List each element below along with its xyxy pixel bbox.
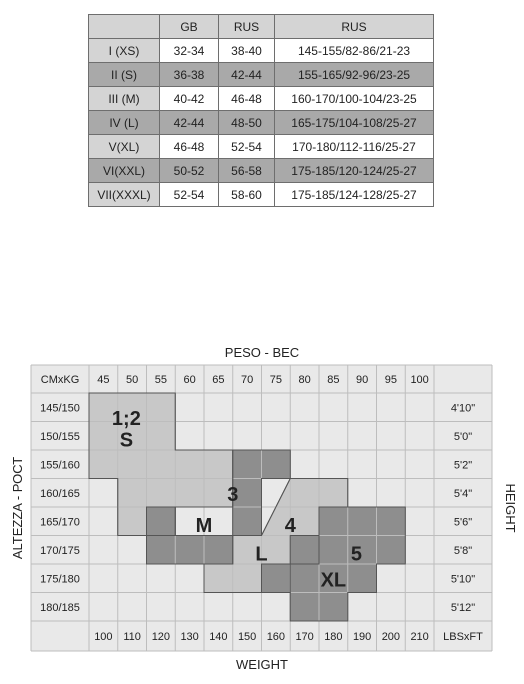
lbs-label: 130 (180, 631, 199, 643)
zone-letter: L (255, 543, 268, 566)
gb-cell: 42-44 (160, 111, 219, 135)
lbs-label: 110 (123, 631, 141, 643)
size-cell: V(XL) (89, 135, 160, 159)
rus-cell: 52-54 (219, 135, 275, 159)
rus-cell: 38-40 (219, 39, 275, 63)
size-cell: VII(XXXL) (89, 183, 160, 207)
measures-cell: 170-180/112-116/25-27 (275, 135, 434, 159)
lbs-label: 180 (324, 631, 343, 643)
ft-label: 4'10" (450, 402, 476, 415)
bottom-title: WEIGHT (236, 657, 288, 672)
zone-number: 3 (227, 483, 239, 506)
zone-number: 1;2 (111, 408, 141, 431)
rus-cell: 42-44 (219, 63, 275, 87)
size-cell: VI(XXL) (89, 159, 160, 183)
measures-cell: 175-185/120-124/25-27 (275, 159, 434, 183)
lbs-label: 170 (295, 631, 314, 643)
ft-label: 5'12" (450, 601, 476, 614)
kg-label: 45 (97, 374, 110, 386)
kg-label: 95 (384, 374, 397, 386)
cm-label: 150/155 (40, 430, 80, 443)
zone-letter: S (119, 429, 134, 452)
kg-label: 75 (269, 374, 282, 386)
kg-label: 50 (126, 374, 139, 386)
cm-label: 175/180 (40, 573, 80, 586)
cm-label: 165/170 (40, 516, 80, 529)
ft-label: 5'2" (453, 459, 473, 472)
zone-number: 5 (350, 543, 362, 566)
zone-letter: XL (320, 569, 347, 592)
size-cell: III (M) (89, 87, 160, 111)
kg-label: 100 (410, 374, 429, 386)
rus-cell: 58-60 (219, 183, 275, 207)
measures-cell: 160-170/100-104/23-25 (275, 87, 434, 111)
measures-cell: 155-165/92-96/23-25 (275, 63, 434, 87)
kg-label: 70 (241, 374, 254, 386)
ft-label: 5'6" (453, 516, 473, 529)
gb-cell: 36-38 (160, 63, 219, 87)
header-rus-measures: RUS (275, 15, 434, 39)
lbs-label: 210 (410, 631, 429, 643)
ft-label: 5'8" (453, 544, 473, 557)
gb-cell: 32-34 (160, 39, 219, 63)
header-rus: RUS (219, 15, 275, 39)
left-title: ALTEZZA - РОСТ (10, 456, 25, 560)
zone-letter: M (195, 515, 213, 538)
measures-cell: 165-175/104-108/25-27 (275, 111, 434, 135)
gb-cell: 40-42 (160, 87, 219, 111)
zone-number: 4 (284, 515, 296, 538)
gb-cell: 50-52 (160, 159, 219, 183)
lbs-label: 200 (381, 631, 401, 643)
rus-cell: 48-50 (219, 111, 275, 135)
gb-cell: 46-48 (160, 135, 219, 159)
header-gb: GB (160, 15, 219, 39)
cm-label: 160/165 (40, 487, 80, 500)
gb-cell: 52-54 (160, 183, 219, 207)
rus-cell: 46-48 (219, 87, 275, 111)
kg-label: 85 (327, 374, 340, 386)
ft-label: 5'4" (453, 487, 473, 500)
size-cell: II (S) (89, 63, 160, 87)
lbs-label: 140 (209, 631, 228, 643)
top-title: PESO - ВЕС (224, 345, 300, 360)
ft-label: 5'0" (453, 430, 473, 443)
measures-cell: 175-185/124-128/25-27 (275, 183, 434, 207)
lbs-label: 150 (237, 631, 257, 643)
rus-cell: 56-58 (219, 159, 275, 183)
kg-label: 65 (212, 374, 225, 386)
cm-label: 155/160 (40, 459, 80, 472)
cm-label: 180/185 (40, 601, 80, 614)
cm-label: 170/175 (40, 544, 80, 557)
kg-label: 80 (298, 374, 311, 386)
kg-label: 90 (356, 374, 369, 386)
ft-label: 5'10" (450, 573, 476, 586)
cm-label: 145/150 (40, 402, 80, 415)
lbs-label: 190 (352, 631, 372, 643)
corner-top-label: CMxKG (40, 374, 80, 386)
kg-label: 55 (154, 374, 167, 386)
lbs-label: 160 (266, 631, 286, 643)
lbs-label: 120 (151, 631, 171, 643)
measures-cell: 145-155/82-86/21-23 (275, 39, 434, 63)
lbs-label: 100 (94, 631, 113, 643)
kg-label: 60 (183, 374, 196, 386)
size-cell: IV (L) (89, 111, 160, 135)
right-title: HEIGHT (503, 483, 518, 533)
corner-bottom-label: LBSxFT (443, 631, 483, 643)
size-cell: I (XS) (89, 39, 160, 63)
